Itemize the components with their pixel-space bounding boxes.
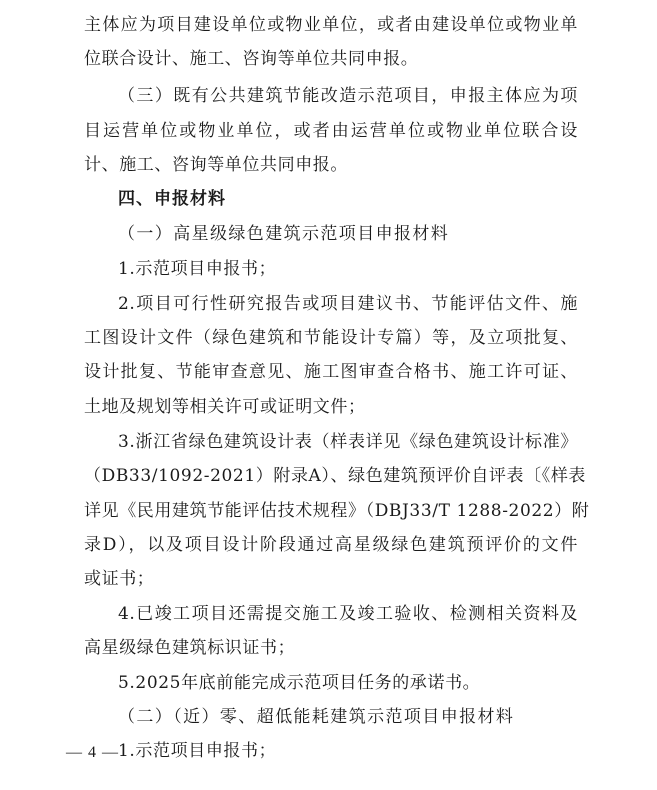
paragraph-line: 土地及规划等相关许可或证明文件；: [84, 397, 366, 417]
list-item: 2.项目可行性研究报告或项目建议书、节能评估文件、施: [118, 294, 578, 314]
list-item: 1.示范项目申报书；: [118, 259, 277, 279]
paragraph-line: 录D），以及项目设计阶段通过高星级绿色建筑预评价的文件: [84, 535, 578, 555]
paragraph-line: 设计批复、节能审查意见、施工图审查合格书、施工许可证、: [84, 362, 578, 382]
list-item: 1.示范项目申报书；: [118, 741, 277, 761]
list-item: 4.已竣工项目还需提交施工及竣工验收、检测相关资料及: [118, 604, 578, 624]
paragraph-line: 高星级绿色建筑标识证书；: [84, 638, 296, 658]
paragraph-line: 计、施工、咨询等单位共同申报。: [84, 155, 348, 175]
paragraph-line: 主体应为项目建设单位或物业单位，或者由建设单位或物业单: [84, 15, 578, 35]
paragraph-line: 或证书；: [84, 569, 155, 589]
subsection-heading: （二）（近）零、超低能耗建筑示范项目申报材料: [118, 707, 515, 727]
list-item: 3.浙江省绿色建筑设计表（样表详见《绿色建筑设计标准》: [118, 432, 578, 452]
paragraph-line: 位联合设计、施工、咨询等单位共同申报。: [84, 49, 419, 69]
subsection-heading: （一）高星级绿色建筑示范项目申报材料: [118, 224, 450, 244]
paragraph-line: （DB33/1092-2021）附录A）、绿色建筑预评价自评表〔《样表: [84, 466, 587, 486]
page-number: — 4 —: [66, 744, 119, 761]
paragraph-line: 详见《民用建筑节能评估技术规程》（DBJ33/T 1288-2022）附: [84, 501, 590, 521]
section-heading: 四、申报材料: [118, 189, 226, 209]
paragraph-line: （三）既有公共建筑节能改造示范项目，申报主体应为项: [118, 86, 578, 106]
paragraph-line: 目运营单位或物业单位，或者由运营单位或物业单位联合设: [84, 121, 578, 141]
paragraph-line: 工图设计文件（绿色建筑和节能设计专篇）等，及立项批复、: [84, 328, 578, 348]
list-item: 5.2025年底前能完成示范项目任务的承诺书。: [118, 673, 481, 693]
